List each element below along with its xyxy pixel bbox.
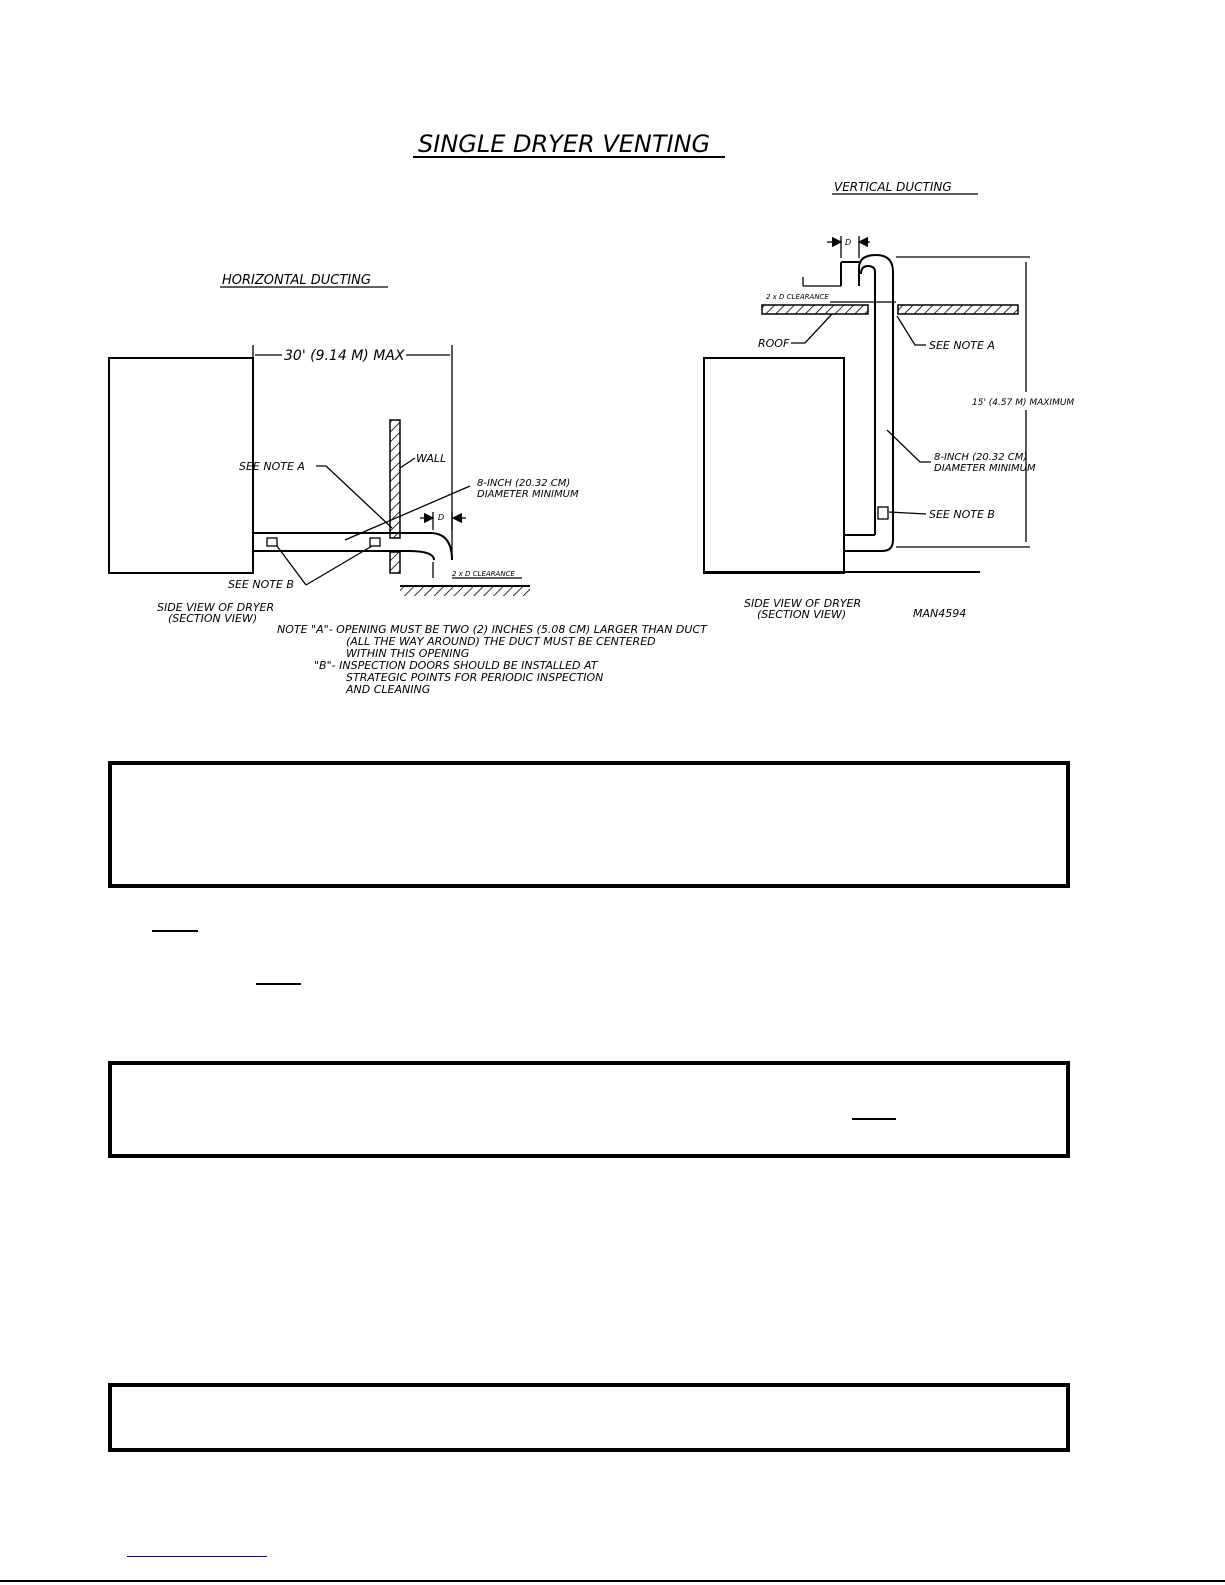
vertical-see-note-b: SEE NOTE B [929,508,995,521]
diagram-title: SINGLE DRYER VENTING [418,130,711,158]
page-bottom-rule [0,1580,1225,1582]
vertical-duct-bottom-outer [844,540,893,551]
horizontal-ground-hatch [400,587,530,596]
horizontal-clearance: 2 x D CLEARANCE [452,570,515,578]
footer-link-underline [127,1556,267,1557]
vertical-see-note-a: SEE NOTE A [929,339,995,352]
drawing-id: MAN4594 [913,607,967,620]
horizontal-note-a-leader [316,466,392,528]
wall-label: WALL [416,452,447,465]
vertical-note-b-leader [889,512,926,514]
note-b-line2: STRATEGIC POINTS FOR PERIODIC INSPECTION [346,671,604,684]
roof-label: ROOF [758,337,790,350]
vertical-caption-2: (SECTION VIEW) [757,608,847,621]
roof-left [762,305,868,314]
horizontal-inspection-door-2 [370,538,380,546]
horizontal-see-note-b: SEE NOTE B [228,578,294,591]
roof-leader [791,314,832,343]
vertical-inspection-door [878,507,888,519]
warning-box-2 [108,1061,1070,1158]
note-b-line3: AND CLEANING [346,683,431,696]
underline-mark-2 [256,983,301,985]
vertical-clearance: 2 x D CLEARANCE [766,293,829,301]
underline-mark-1 [152,930,198,932]
vertical-dryer-cabinet [704,358,844,573]
warning-box-3 [108,1383,1070,1452]
horizontal-dryer-cabinet [109,358,253,573]
horizontal-see-note-a: SEE NOTE A [239,460,305,473]
warning-box-1 [108,761,1070,888]
roof-right [898,305,1018,314]
vertical-heading: VERTICAL DUCTING [834,180,952,194]
horizontal-caption-1: SIDE VIEW OF DRYER [157,601,275,614]
horizontal-duct-size-leader [345,486,470,540]
horizontal-duct-size-1: 8-INCH (20.32 CM) [477,478,571,489]
vertical-caption-1: SIDE VIEW OF DRYER [744,597,862,610]
underline-mark-3 [852,1118,896,1120]
horizontal-caption-2: (SECTION VIEW) [168,612,258,625]
vertical-gooseneck-inner [861,266,875,274]
vertical-duct-size-1: 8-INCH (20.32 CM) [934,452,1028,463]
note-a-line1: NOTE "A"- OPENING MUST BE TWO (2) INCHES (5.08 CM) LARGER THAN DUCT [277,623,707,636]
vertical-note-a-leader [897,316,926,345]
horizontal-d-label: D [438,513,445,522]
vertical-max-height: 15' (4.57 M) MAXIMUM [972,398,1075,408]
horizontal-duct-elbow-inner [408,551,434,560]
horizontal-inspection-door-1 [267,538,277,546]
vertical-duct-size-2: DIAMETER MINIMUM [934,463,1036,474]
note-a-line2: (ALL THE WAY AROUND) THE DUCT MUST BE CENTERED [346,635,656,648]
horizontal-duct-size-2: DIAMETER MINIMUM [477,489,579,500]
wall-leader [400,458,415,468]
vertical-d-label: D [845,238,852,247]
wall-lower [390,552,400,573]
note-b-line1: "B"- INSPECTION DOORS SHOULD BE INSTALLED AT [314,659,598,672]
note-a-line3: WITHIN THIS OPENING [346,647,470,660]
horizontal-heading: HORIZONTAL DUCTING [222,273,371,288]
horizontal-max-length: 30' (9.14 M) MAX [284,348,405,364]
